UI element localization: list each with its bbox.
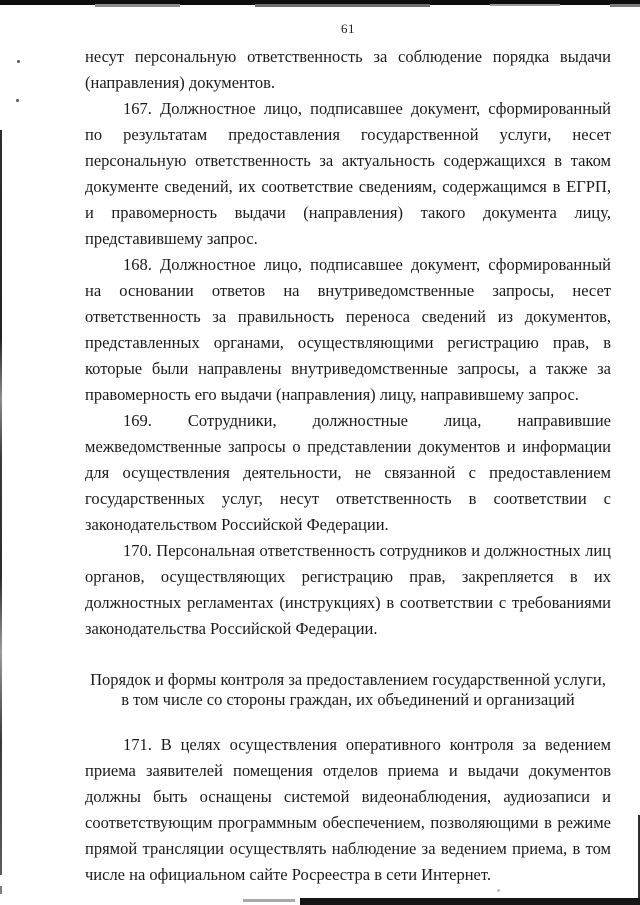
section-heading: Порядок и формы контроля за предоставлением государственной услуги, в том числе со стороны граждан, их объединений и организаций [90, 670, 606, 709]
paragraph-continuation: несут персональную ответственность за соблюдение порядка выдачи (направления) документов. [85, 47, 611, 92]
document-body [85, 44, 611, 888]
paragraph-167: 167. Должностное лицо, подписавшее документ, сформированный по результатам предоставления государственной услуги, несет персональную ответственность за актуальность содержащихся в таком документе сведений, их соответствие сведениям, содержащимся в ЕГРП, и правомерность выдачи (направления) такого документа лицу, представившему запрос. [85, 99, 611, 248]
scan-artifact-left-edge-line [0, 130, 2, 875]
scan-artifact-streak [255, 4, 430, 7]
scan-artifact-speck [16, 99, 19, 102]
scan-artifact-streak [610, 4, 640, 7]
scan-artifact-speck [0, 886, 2, 894]
scan-artifact-streak [95, 4, 180, 7]
scan-artifact-bottom-bar [300, 898, 640, 905]
scan-artifact-speck [497, 889, 500, 892]
scan-artifact-streak [490, 4, 560, 6]
scan-artifact-speck [17, 60, 20, 63]
paragraph-169: 169. Сотрудники, должностные лица, направившие межведомственные запросы о представлении документов и информации для осуществления деятельности, не связанной с предоставлением государственных услуг, несут ответственность в соответствии с законодательством Российской Федерации. [85, 411, 611, 534]
paragraph-170: 170. Персональная ответственность сотрудников и должностных лиц органов, осуществляющих регистрацию прав, закрепляется в их должностных регламентах (инструкциях) в соответствии с требованиями законодательства Российской Федерации. [85, 541, 611, 638]
page-number: 61 [341, 21, 355, 36]
paragraph-171: 171. В целях осуществления оперативного контроля за ведением приема заявителей помещения отделов приема и выдачи документов должны быть оснащены системой видеонаблюдения, аудиозаписи и соответствующим программным обеспечением, позволяющими в режиме прямой трансляции осуществлять наблюдение за ведением приема, в том числе на официальном сайте Росреестра в сети Интернет. [85, 735, 611, 884]
scan-artifact-bottom-dash [243, 899, 295, 902]
paragraph-168: 168. Должностное лицо, подписавшее документ, сформированный на основании ответов на внутриведомственные запросы, несет ответственность за правильность переноса сведений из документов, представленных органами, осуществляющими регистрацию прав, в которые были направлены внутриведомственные запросы, а также за правомерность его выдачи (направления) лицу, направившему запрос. [85, 255, 611, 404]
